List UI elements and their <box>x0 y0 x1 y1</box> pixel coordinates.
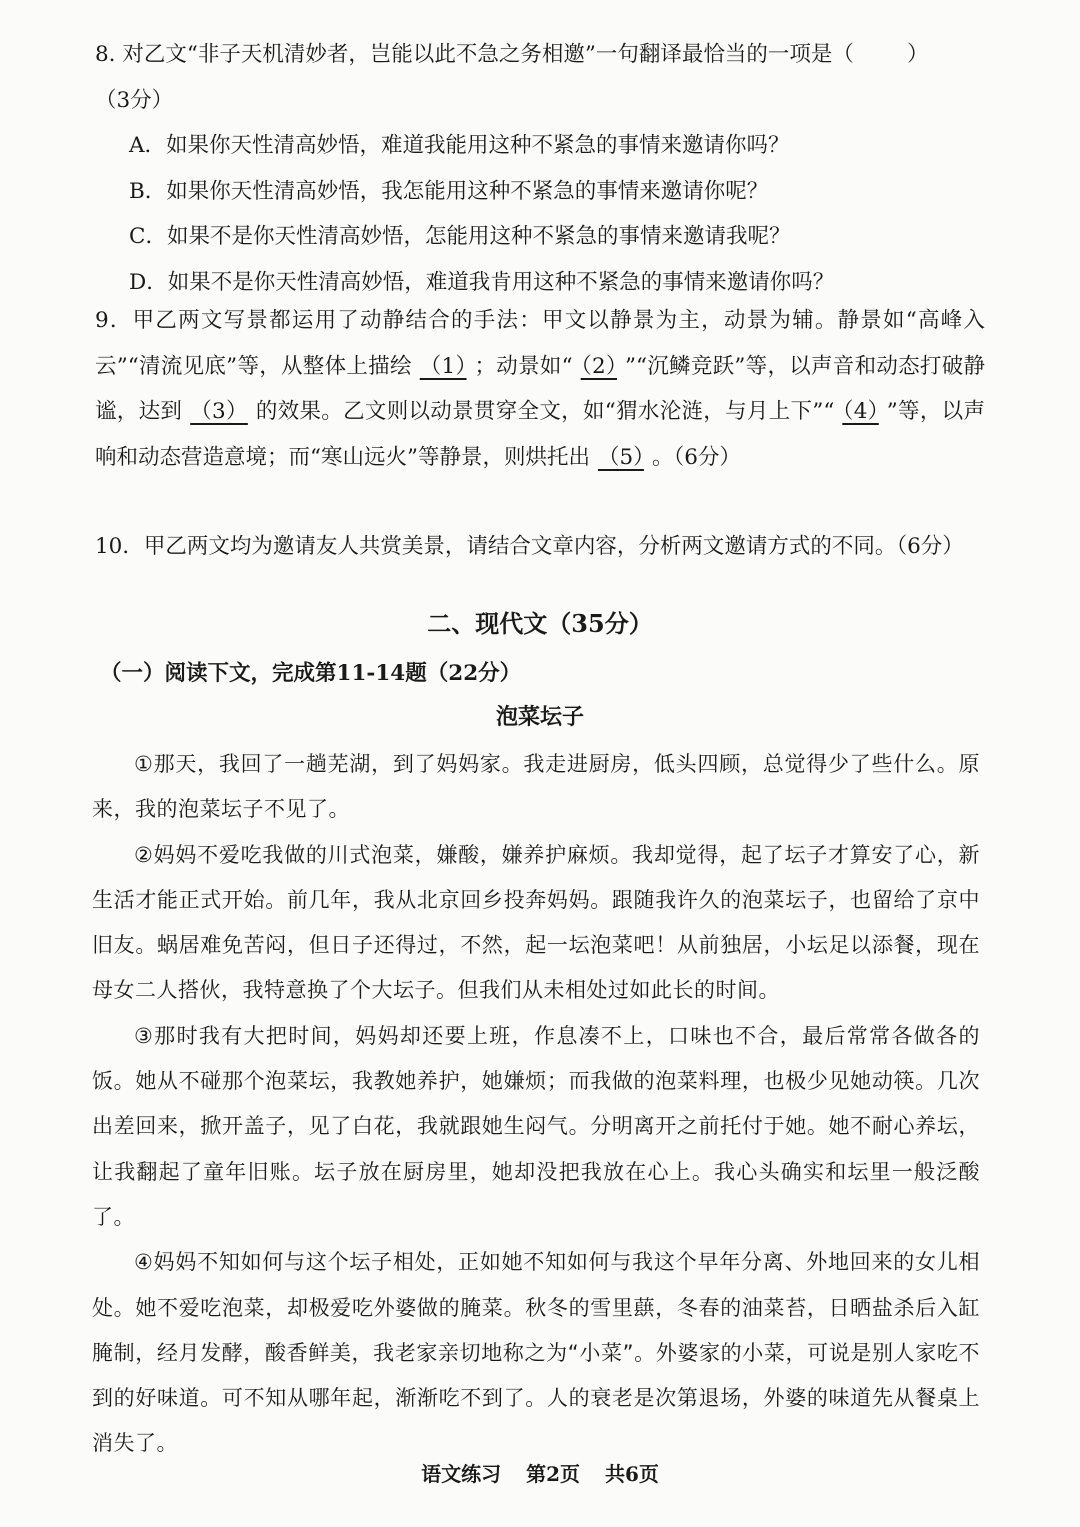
q9-blank-4: （4） <box>842 399 879 424</box>
footer-page: 第2页 <box>526 1462 580 1486</box>
q8-score: （3分） <box>95 87 174 113</box>
q8-paren-close: ） <box>907 42 929 67</box>
q9-blank-5: （5） <box>598 444 644 470</box>
page-footer <box>0 1458 1080 1487</box>
question-9 <box>95 298 985 480</box>
q8-option-a: A．如果你天性清高妙悟，难道我能用这种不紧急的事情来邀请你吗？ <box>129 133 790 158</box>
q9-text <box>95 298 985 480</box>
article-paragraph-2: ②妈妈不爱吃我做的川式泡菜，嫌酸，嫌养护麻烦。我却觉得，起了坛子才算安了心，新生活才能正式开始。前几年，我从北京回乡投奔妈妈。跟随我许久的泡菜坛子，也留给了京中旧友。蜗居难免苦闷，但日子还得过，不然，起一坛泡菜吧！从前独居，小坛足以添餐，现在母女二人搭伙，我特意换了个大坛子。但我们从未相处过如此长的时间。 <box>92 842 980 1003</box>
q8-option-b: B．如果你天性清高妙悟，我怎能用这种不紧急的事情来邀请你呢？ <box>129 178 769 204</box>
question-8 <box>95 32 995 305</box>
article-title: 泡菜坛子 <box>495 704 584 730</box>
q9-text-4: 的效果。乙文则以动景贯穿全文，如“猬水沦涟，与月上下”“ <box>255 399 835 424</box>
q9-text-5: ”等，以声响和动态营造意境；而“寒山远火”等静景，则烘托出 <box>95 399 985 470</box>
q9-blank-1: （1） <box>419 353 467 379</box>
q8-stem-line <box>95 32 995 78</box>
footer-subject: 语文练习 <box>421 1462 502 1486</box>
q8-option-d: D．如果不是你天性清高妙悟，难道我肯用这种不紧急的事情来邀请你吗？ <box>129 269 835 295</box>
q8-option-c: C．如果不是你天性清高妙悟，怎能用这种不紧急的事情来邀请我呢？ <box>129 224 791 249</box>
article-paragraph-4: ④妈妈不知如何与这个坛子相处，正如她不知如何与我这个早年分离、外地回来的女儿相处。她不爱吃泡菜，却极爱吃外婆做的腌菜。秋冬的雪里蕻，冬春的油菜苔，日晒盐杀后入缸腌制，经月发酵，酸香鲜美，我老家亲切地称之为“小菜”。外婆家的小菜，可说是别人家吃不到的好味道。可不知从哪年起，渐渐吃不到了。人的衰老是次第退场，外婆的味道先从餐桌上消失了。 <box>92 1250 980 1456</box>
q9-text-6: 。（6分） <box>651 444 741 470</box>
article-body <box>92 742 980 1467</box>
q8-stem: 8. 对乙文“非子天机清妙者，岂能以此不急之务相邀”一句翻译最恰当的一项是（ <box>95 42 854 67</box>
q9-text-1: 9．甲乙两文写景都运用了动静结合的手法：甲文以静景为主，动景为辅。静景如“高峰入云”“清流见底”等，从整体上描绘 <box>95 308 985 379</box>
q9-blank-2: （2） <box>580 353 617 379</box>
q9-blank-3: （3） <box>190 399 248 424</box>
article-paragraph-1: ①那天，我回了一趟芜湖，到了妈妈家。我走进厨房，低头四顾，总觉得少了些什么。原来，我的泡菜坛子不见了。 <box>92 752 980 822</box>
q9-text-3: ”“沉鳞竞跃”等，以声音和动态打破静谧，达到 <box>95 353 985 424</box>
section-title: 二、现代文（35分） <box>427 609 653 638</box>
question-10: 10．甲乙两文均为邀请友人共赏美景，请结合文章内容，分析两文邀请方式的不同。（6分） <box>95 534 964 559</box>
q9-text-2: ；动景如“ <box>474 353 573 379</box>
article-paragraph-3: ③那时我有大把时间，妈妈却还要上班，作息凑不上，口味也不合，最后常常各做各的饭。她从不碰那个泡菜坛，我教她养护，她嫌烦；而我做的泡菜料理，也极少见她动筷。几次出差回来，掀开盖子，见了白花，我就跟她生闷气。分明离开之前托付于她。她不耐心养坛，让我翻起了童年旧账。坛子放在厨房里，她却没把我放在心上。我心头确实和坛里一般泛酸了。 <box>92 1023 980 1229</box>
section-subtitle: （一）阅读下文，完成第11-14题（22分） <box>100 661 522 686</box>
footer-total: 共6页 <box>604 1462 659 1486</box>
